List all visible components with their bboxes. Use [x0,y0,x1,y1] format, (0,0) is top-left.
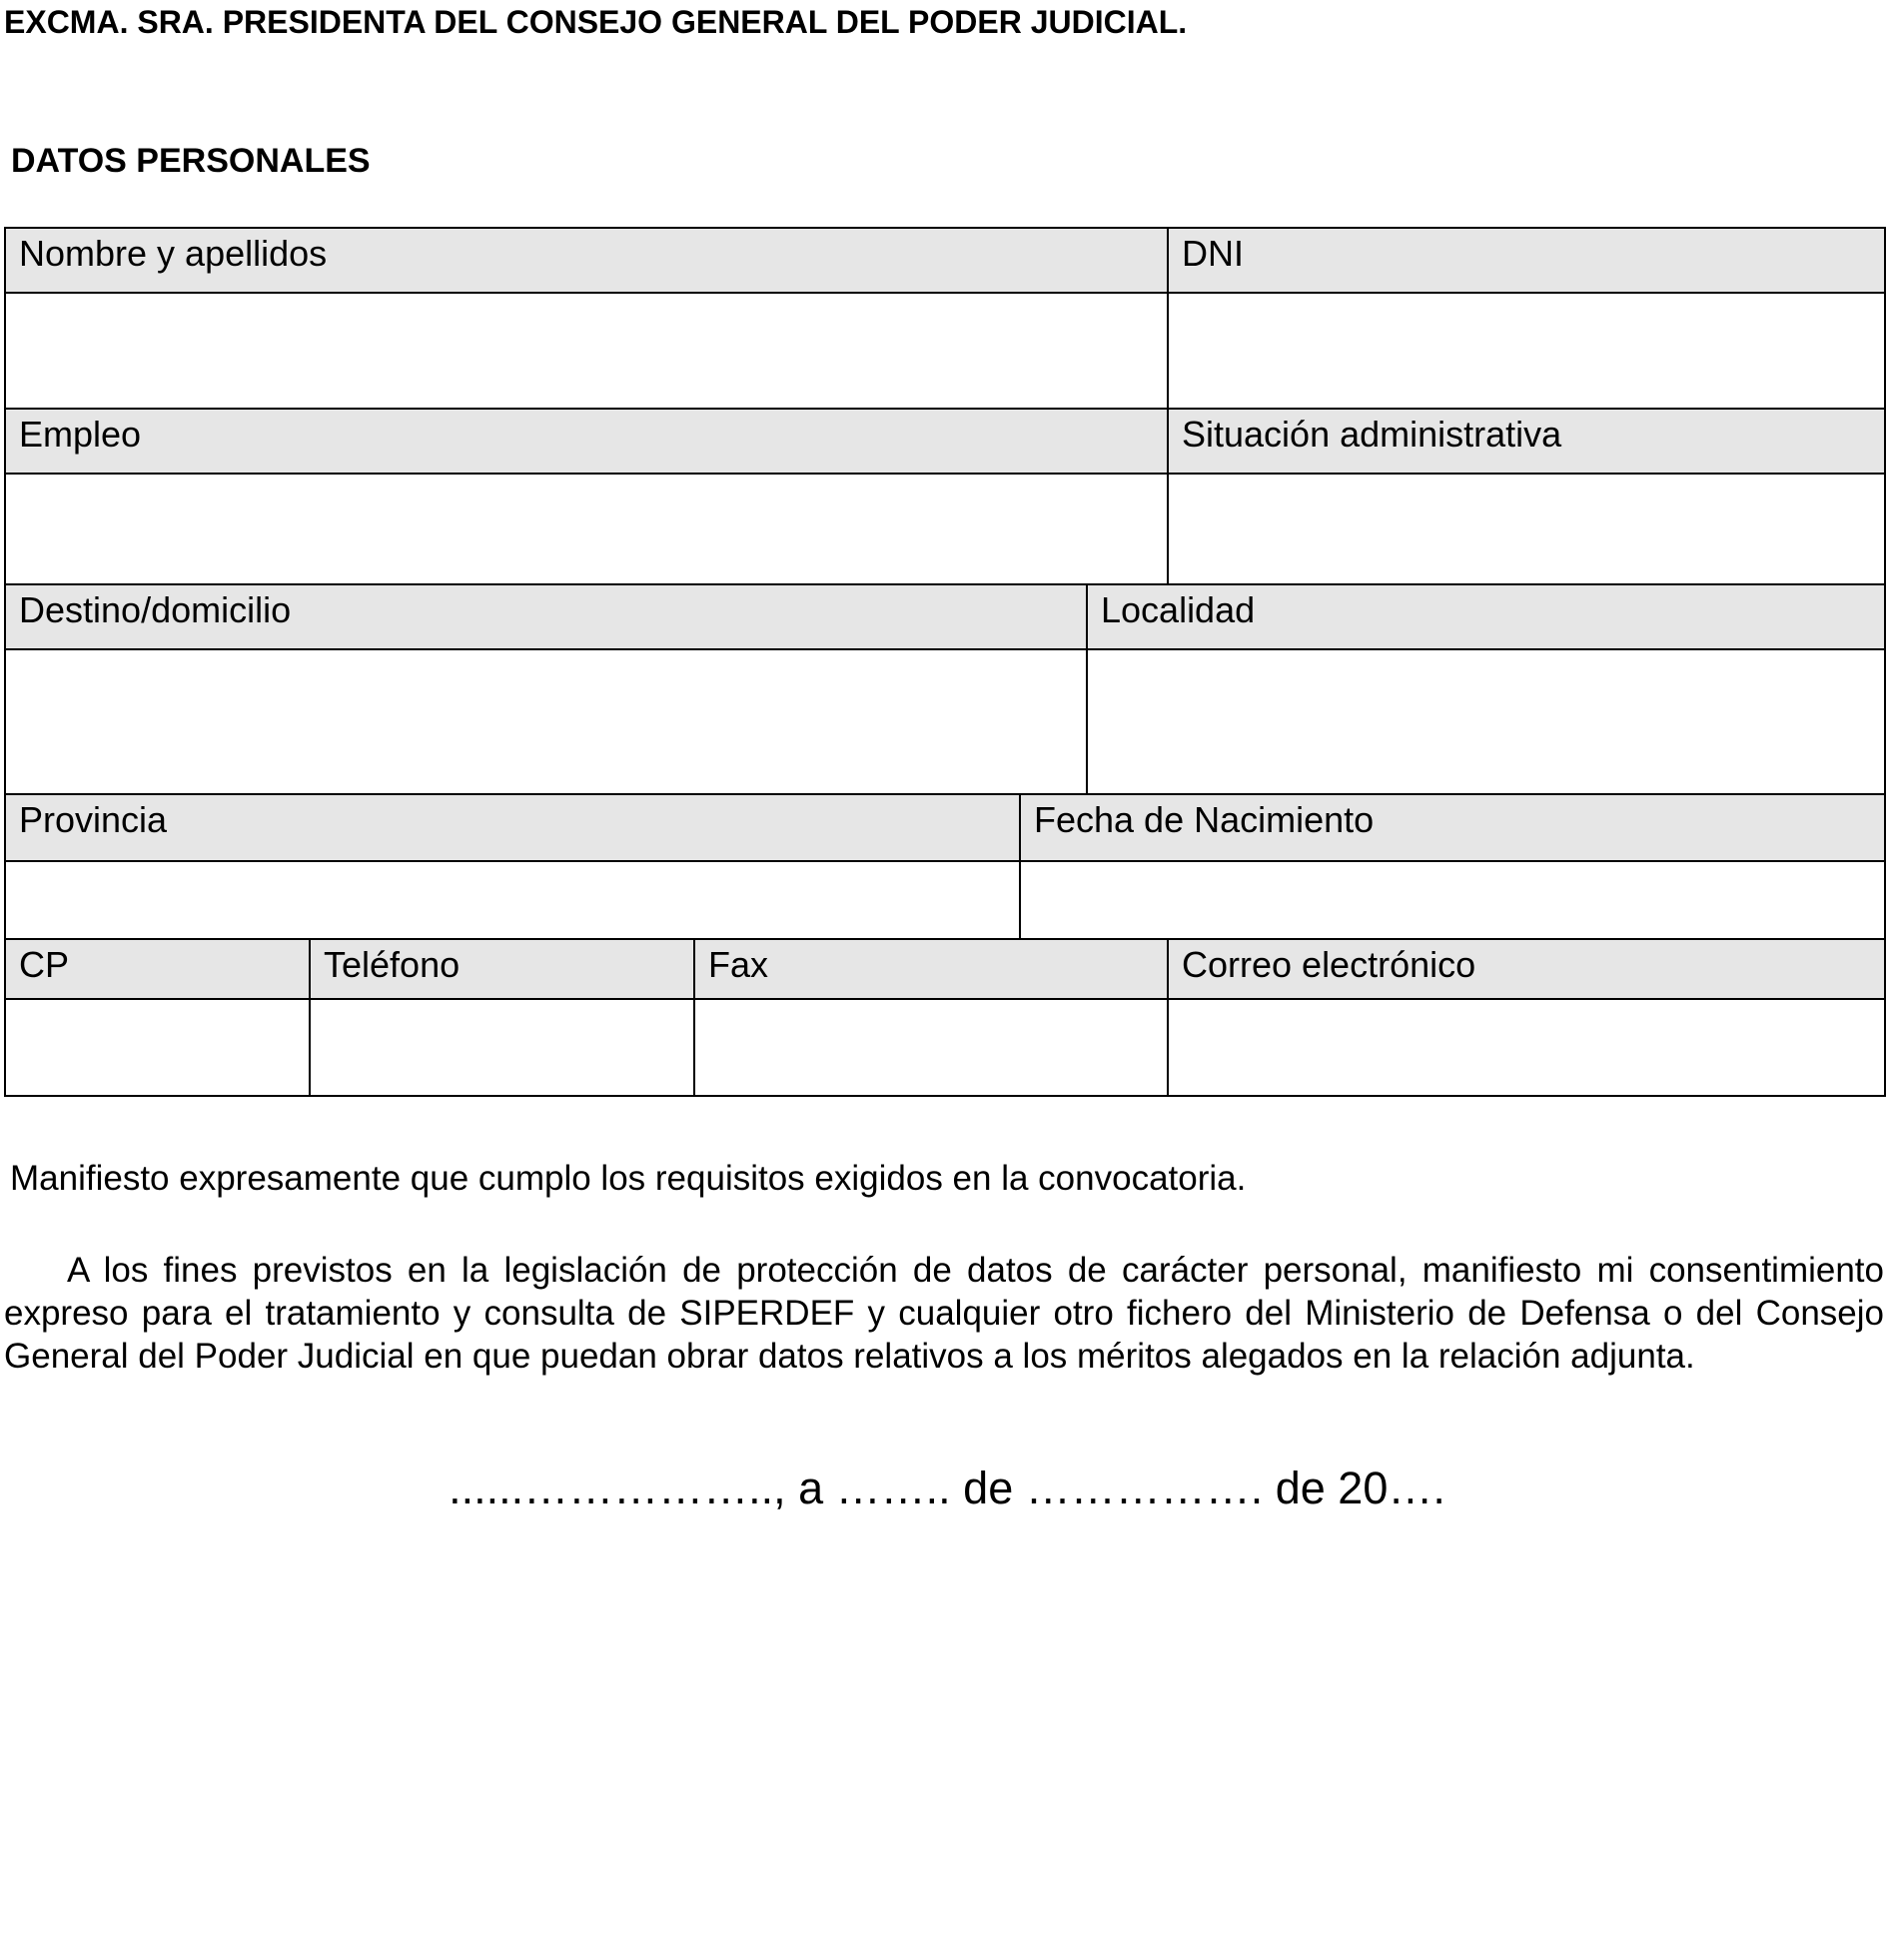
personal-data-form [4,227,1886,1097]
field-cp[interactable] [6,1000,311,1095]
label-localidad: Localidad [1088,585,1884,650]
field-dni[interactable] [1169,294,1884,410]
label-situacion-administrativa: Situación administrativa [1169,410,1884,475]
label-telefono: Teléfono [311,940,695,1000]
label-destino-domicilio: Destino/domicilio [6,585,1088,650]
label-cp: CP [6,940,311,1000]
data-protection-consent: A los fines previstos en la legislación de protección de datos de carácter personal, manifiesto mi consentimiento expreso para el tratamiento y consulta de SIPERDEF y cualquier otro fichero del Ministerio de Defensa o del Consejo General del Poder Judicial en que puedan obrar datos relativos a los méritos alegados en la relación adjunta. [4,1251,1884,1376]
label-nombre-apellidos: Nombre y apellidos [6,229,1169,294]
addressee-heading: EXCMA. SRA. PRESIDENTA DEL CONSEJO GENERAL DEL PODER JUDICIAL. [4,4,1188,40]
place-date-line: ......…………….., a …….. de ……………. de 20…. [449,1463,1445,1513]
label-correo-electronico: Correo electrónico [1169,940,1884,1000]
field-provincia[interactable] [6,862,1021,940]
field-fecha-nacimiento[interactable] [1021,862,1884,940]
label-fax: Fax [695,940,1169,1000]
section-title: DATOS PERSONALES [11,142,371,180]
label-empleo: Empleo [6,410,1169,475]
field-situacion-administrativa[interactable] [1169,475,1884,585]
label-fecha-nacimiento: Fecha de Nacimiento [1021,795,1884,862]
field-nombre-apellidos[interactable] [6,294,1169,410]
field-telefono[interactable] [311,1000,695,1095]
field-destino-domicilio[interactable] [6,650,1088,795]
label-dni: DNI [1169,229,1884,294]
label-provincia: Provincia [6,795,1021,862]
field-correo-electronico[interactable] [1169,1000,1884,1095]
field-fax[interactable] [695,1000,1169,1095]
field-localidad[interactable] [1088,650,1884,795]
field-empleo[interactable] [6,475,1169,585]
requirements-statement: Manifiesto expresamente que cumplo los requisitos exigidos en la convocatoria. [10,1159,1247,1198]
